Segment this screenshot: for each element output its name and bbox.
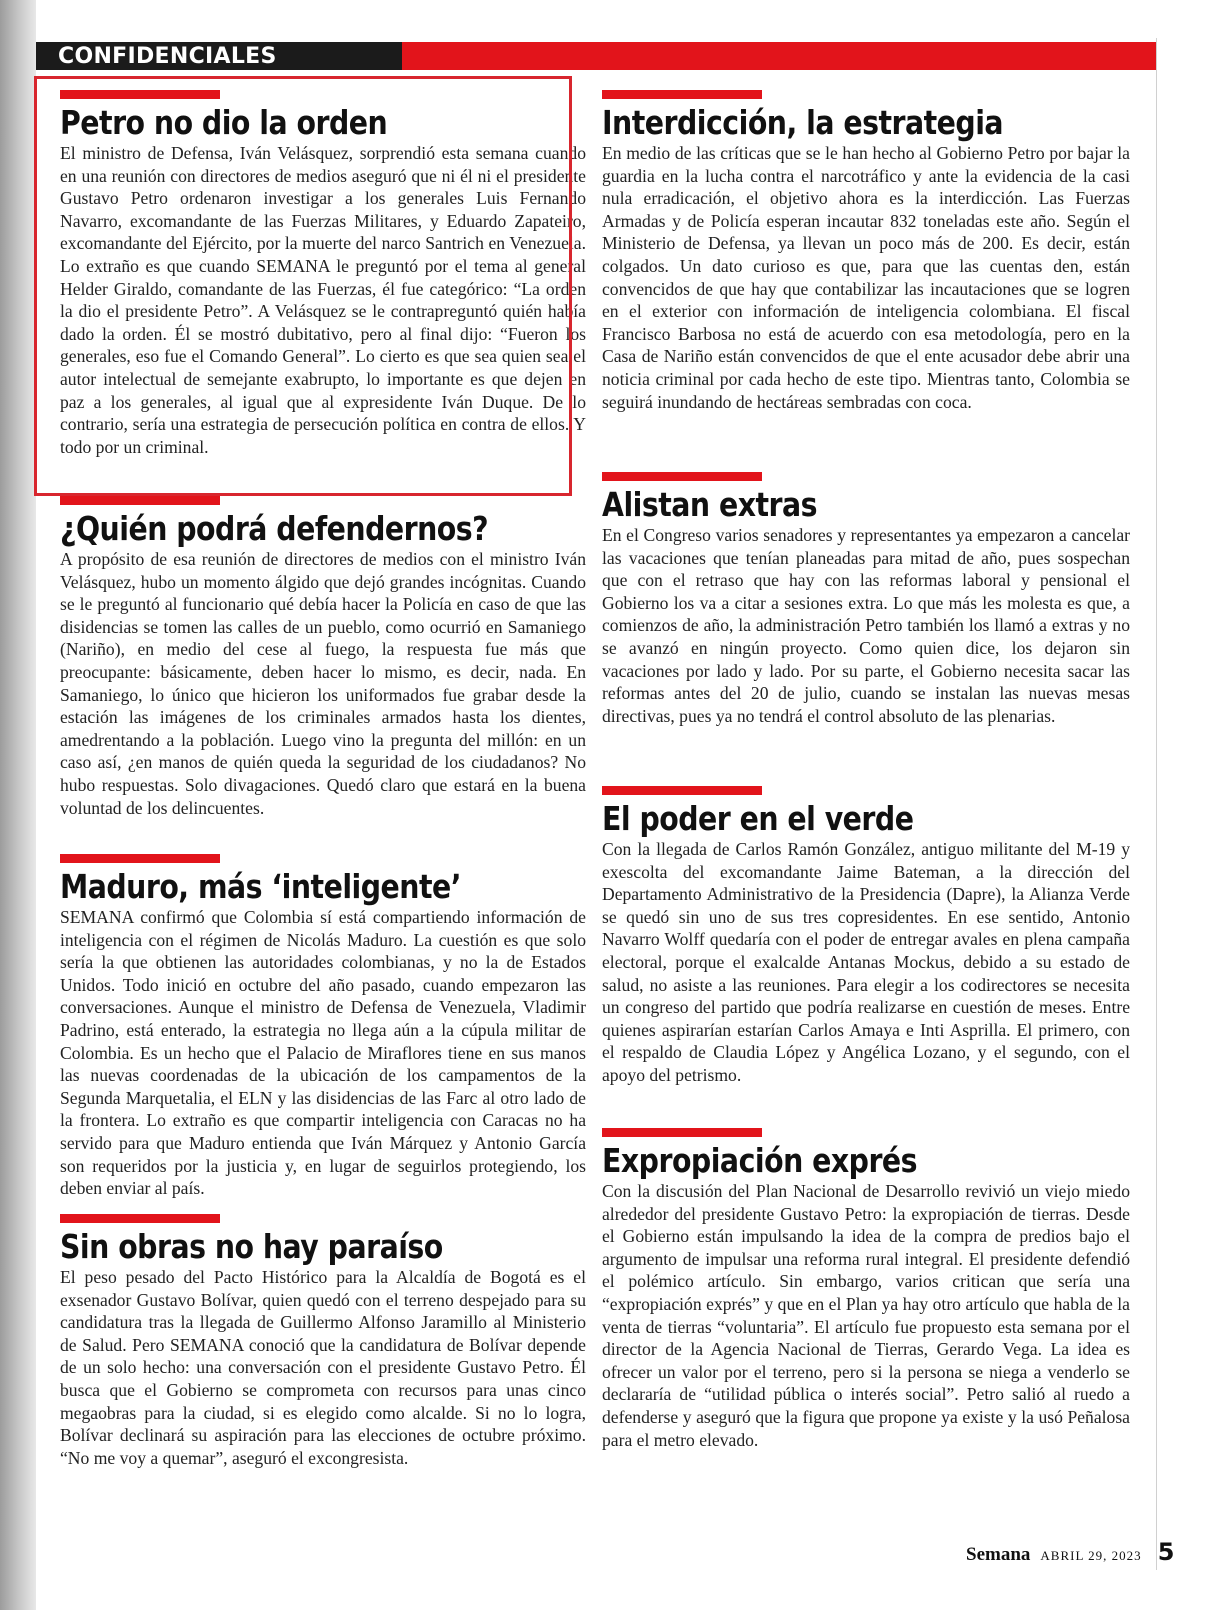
article-expropiacion-expres bbox=[602, 1128, 1130, 1451]
article-title: Petro no dio la orden bbox=[60, 103, 388, 142]
article-title: Sin obras no hay paraíso bbox=[60, 1227, 443, 1266]
article-body: Con la llegada de Carlos Ramón González, antiguo militante del M-19 y exescolta del excomandante Jaime Bateman, a la dirección del Departamento Administrativo de la Presidencia (Dapre), la Alianza Verde se quedó sin uno de sus tres copresidentes. En ese sentido, Antonio Navarro Wolff quedaría con el poder de entregar avales en plena campaña electoral, porque el exalcalde Antanas Mockus, debido a su estado de salud, no asiste a las reuniones. Para elegir a los codirectores se necesita un congreso del partido que podría realizarse en cuestión de meses. Entre quienes aspirarían estarían Carlos Amaya e Inti Asprilla. El primero, con el respaldo de Claudia López y Angélica Lozano, y el segundo, con el apoyo del petrismo. bbox=[602, 839, 1130, 1085]
issue-date: ABRIL 29, 2023 bbox=[1040, 1548, 1142, 1563]
article-red-bar bbox=[602, 472, 762, 481]
magazine-name: Semana bbox=[966, 1544, 1031, 1565]
article-interdiccion-la-estrategia bbox=[602, 90, 1130, 413]
article-maduro-mas-inteligente bbox=[60, 854, 586, 1200]
article-red-bar bbox=[60, 854, 220, 863]
article-title: ¿Quién podrá defendernos? bbox=[60, 509, 489, 548]
article-red-bar bbox=[60, 496, 220, 505]
page-spine-shadow bbox=[0, 0, 36, 1610]
article-body: En medio de las críticas que se le han hecho al Gobierno Petro por bajar la guardia en la lucha contra el narcotráfico y ante la evidencia de la casi nula erradicación, el objetivo ahora es la interdicción. Las Fuerzas Armadas y de Policía esperan incautar 832 toneladas este año. Según el Ministerio de Defensa, ya llevan un poco más de 200. Es decir, están colgados. Un dato curioso es que, para que las cuentas den, están convencidos de que hay que contabilizar las incautaciones que se logren en el exterior con información de inteligencia colombiana. El fiscal Francisco Barbosa no está de acuerdo con esa metodología, pero en la Casa de Nariño están convencidos de que el ente acusador debe abrir una noticia criminal por cada hecho de este tipo. Mientras tanto, Colombia se seguirá inundando de hectáreas sembradas con coca. bbox=[602, 143, 1130, 412]
header-red-stripe bbox=[402, 42, 1156, 70]
article-title: Alistan extras bbox=[602, 485, 818, 524]
article-red-bar bbox=[602, 90, 762, 99]
article-alistan-extras bbox=[602, 472, 1130, 727]
article-title: Maduro, más ‘inteligente’ bbox=[60, 867, 462, 906]
article-title: Interdicción, la estrategia bbox=[602, 103, 1004, 142]
article-body: El peso pesado del Pacto Histórico para la Alcaldía de Bogotá es el exsenador Gustavo Bolívar, quien quedó con el terreno despejado para su candidatura tras la llegada de Guillermo Alfonso Jaramillo al Ministerio de Salud. Pero SEMANA conoció que la candidatura de Bolívar depende de un solo hecho: una conversación con el presidente Gustavo Petro. Él busca que el Gobierno se comprometa con recursos para unas cinco megaobras para la ciudad, si es elegido como alcalde. Si no lo logra, Bolívar declinará su aspiración para las elecciones de octubre próximo. “No me voy a quemar”, aseguró el excongresista. bbox=[60, 1267, 586, 1468]
article-title: Expropiación exprés bbox=[602, 1141, 918, 1180]
highlight-box bbox=[34, 76, 572, 496]
article-body: SEMANA confirmó que Colombia sí está compartiendo información de inteligencia con el régimen de Nicolás Maduro. La cuestión es que solo sería la que obtienen las autoridades colombianas, y no la de Estados Unidos. Todo inició en octubre del año pasado, cuando empezaron las conversaciones. Aunque el ministro de Defensa de Venezuela, Vladimir Padrino, está enterado, la estrategia no llega aún a la cúpula militar de Colombia. Es un hecho que el Palacio de Miraflores tiene en sus manos las nuevas coordenadas de la ubicación de los campamentos de la Segunda Marquetalia, el ELN y las disidencias de las Farc al otro lado de la frontera. Lo extraño es que compartir inteligencia con Caracas no ha servido para que Maduro entienda que Iván Márquez y Antonio García son requeridos por la justicia y, en lugar de seguirlos protegiendo, los deben enviar al país. bbox=[60, 907, 586, 1199]
article-sin-obras-no-hay-paraiso bbox=[60, 1214, 586, 1469]
article-quien-podra-defendernos bbox=[60, 496, 586, 819]
article-el-poder-en-el-verde bbox=[602, 786, 1130, 1087]
article-body: En el Congreso varios senadores y representantes ya empezaron a cancelar las vacaciones que tenían planeadas para mitad de año, pues sospechan que con el retraso que hay con las reformas laboral y pensional el Gobierno los va a citar a sesiones extra. Lo que más les molesta es que, a comienzos de año, la administración Petro también los llamó a extras y no se avanzó en ningún proyecto. Como quien dice, los dejaron sin vacaciones por lado y lado. Por su parte, el Gobierno necesita sacar las reformas antes del 20 de julio, cuando se instalan las nuevas mesas directivas, pues ya no tendrá el control absoluto de las plenarias. bbox=[602, 525, 1130, 726]
article-title: El poder en el verde bbox=[602, 799, 914, 838]
article-body: El ministro de Defensa, Iván Velásquez, sorprendió esta semana cuando en una reunión con directores de medios aseguró que ni él ni el presidente Gustavo Petro ordenaron investigar a los generales Luis Fernando Navarro, excomandante de las Fuerzas Militares, y Eduardo Zapateiro, excomandante del Ejército, por la muerte del narco Santrich en Venezuela. Lo extraño es que cuando SEMANA le preguntó por el tema al general Helder Giraldo, comandante de las Fuerzas, él fue categórico: “La orden la dio el presidente Petro”. A Velásquez se le contrapreguntó quién había dado la orden. Él se mostró dubitativo, pero al final dijo: “Fueron los generales, eso fue el Comando General”. Lo cierto es que sea quien sea el autor intelectual de semejante exabrupto, lo importante es que dejen en paz a los generales, al igual que al expresidente Iván Duque. De lo contrario, sería una estrategia de persecución política en contra de ellos. Y todo por un criminal. bbox=[60, 143, 586, 457]
article-red-bar bbox=[60, 1214, 220, 1223]
section-header bbox=[36, 42, 1156, 70]
page-number: 5 bbox=[1157, 1538, 1175, 1566]
article-red-bar bbox=[602, 1128, 762, 1137]
article-body: A propósito de esa reunión de directores de medios con el ministro Iván Velásquez, hubo un momento álgido que dejó grandes incógnitas. Cuando se le preguntó al funcionario qué debía hacer la Policía en caso de que las disidencias se tomen las calles de un pueblo, como ocurrió en Samaniego (Nariño), en medio del cese al fuego, la respuesta fue más que preocupante: básicamente, deben hacer lo mismo, es decir, nada. En Samaniego, lo único que hicieron los uniformados fue grabar desde la estación las imágenes de los criminales armados hasta los dientes, amedrentando a la población. Luego vino la pregunta del millón: en un caso así, ¿en manos de quién queda la seguridad de los ciudadanos? No hubo respuestas. Solo divagaciones. Quedó claro que estará en la buena voluntad de los delincuentes. bbox=[60, 549, 586, 818]
page-footer bbox=[966, 1538, 1174, 1566]
section-title: CONFIDENCIALES bbox=[58, 44, 277, 69]
article-red-bar bbox=[602, 786, 762, 795]
article-body: Con la discusión del Plan Nacional de Desarrollo revivió un viejo miedo alrededor del presidente Gustavo Petro: la expropiación de tierras. Desde el Gobierno están impulsando la idea de la compra de predios bajo el argumento de impulsar una reforma rural integral. El presidente defendió el polémico artículo. Sin embargo, varios critican que sería una “expropiación exprés” y que en el Plan ya hay otro artículo que habla de la venta de tierras “voluntaria”. El artículo fue propuesto esta semana por el director de la Agencia Nacional de Tierras, Gerardo Vega. La idea es ofrecer un valor por el terreno, pero si la persona se niega a venderlo se declararía de “utilidad pública o interés social”. Petro salió al ruedo a defenderse y aseguró que la figura que propone ya existe y la usó Peñalosa para el metro elevado. bbox=[602, 1181, 1130, 1450]
